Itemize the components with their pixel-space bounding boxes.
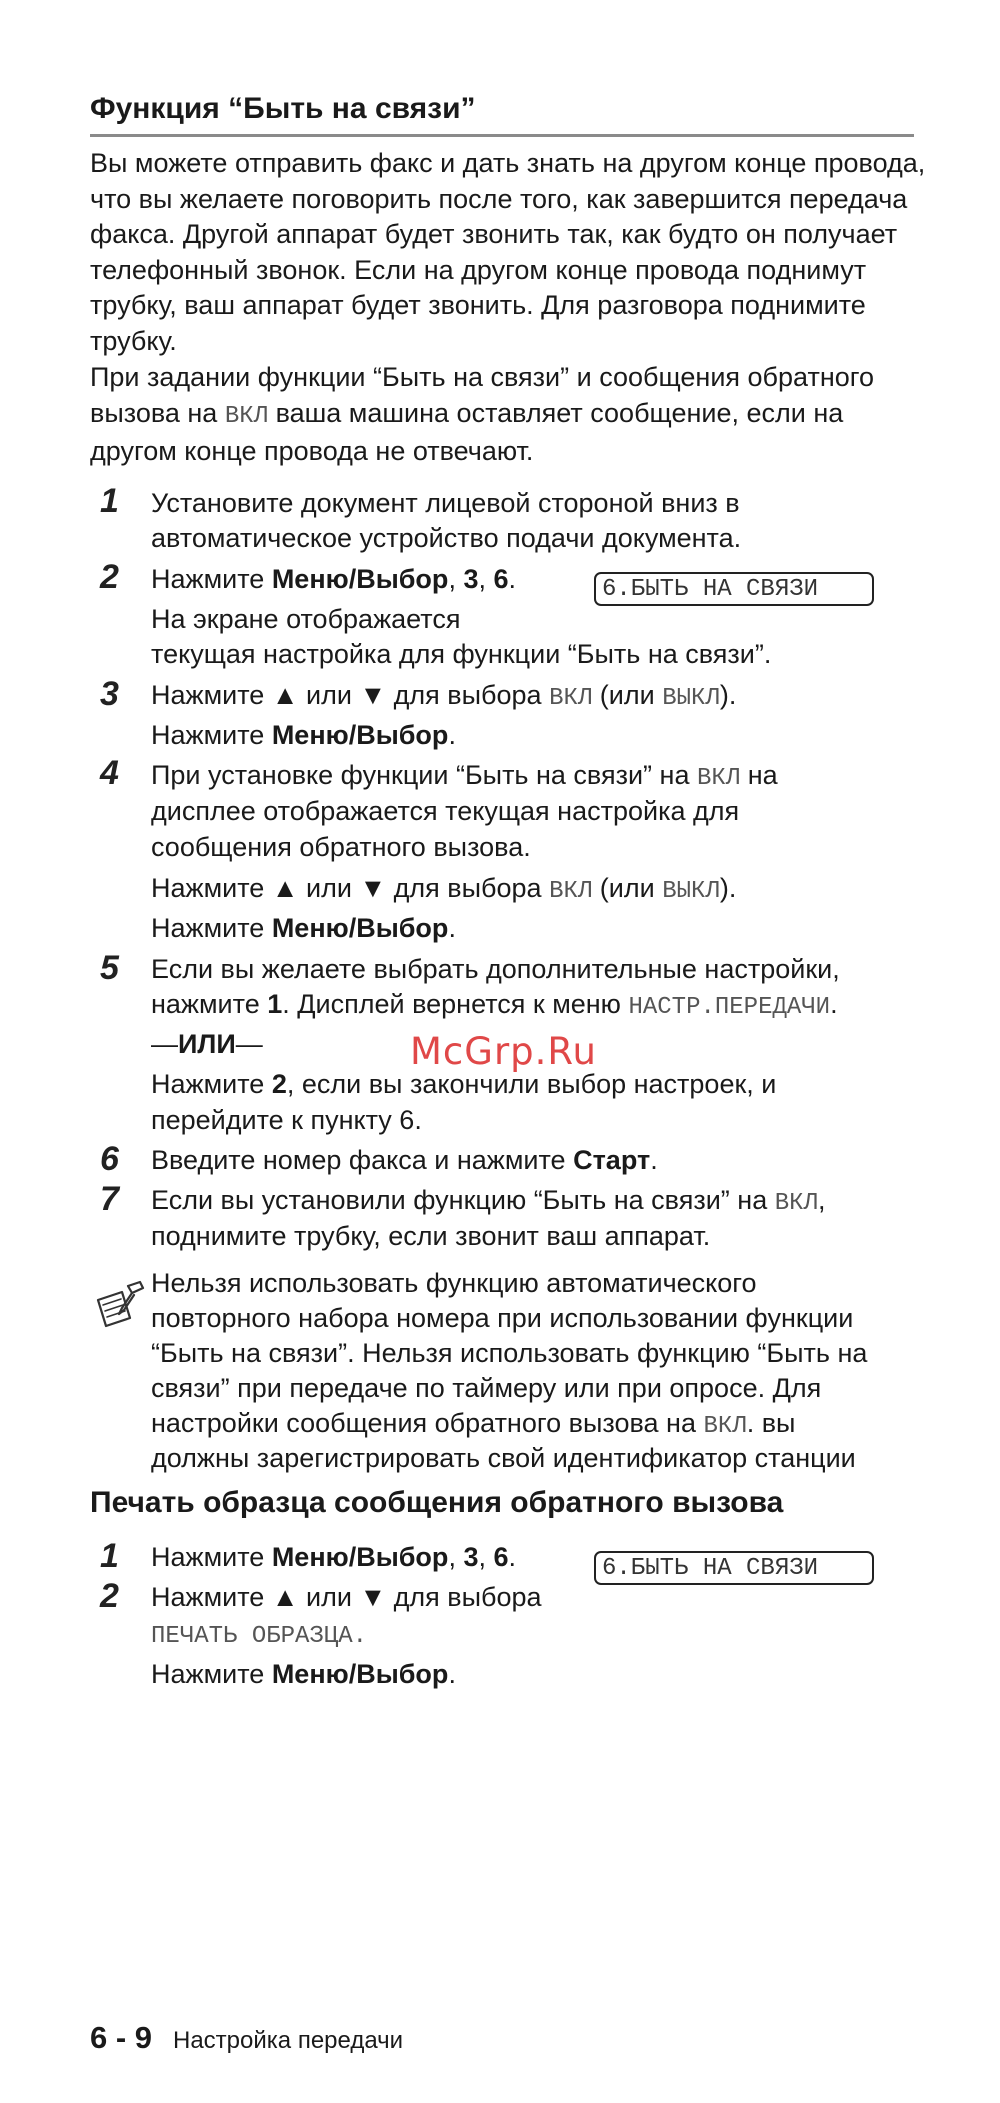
note-text: связи” при передаче по таймеру или при опросе. Для — [151, 1373, 822, 1403]
watermark: McGrp.Ru — [410, 1030, 597, 1073]
title-rule — [90, 134, 914, 137]
step-number: 7 — [100, 1180, 119, 1218]
pencil-note-icon — [92, 1278, 148, 1334]
step-number: 1 — [100, 482, 119, 520]
section-title: Печать образца сообщения обратного вызова — [90, 1486, 784, 1519]
note-text: повторного набора номера при использовании функции — [151, 1303, 854, 1333]
step-text: ПЕЧАТЬ ОБРАЗЦА. — [151, 1623, 368, 1650]
step-text: Установите документ лицевой стороной вниз в — [151, 488, 740, 518]
step-text: текущая настройка для функции “Быть на связи”. — [151, 639, 772, 669]
step-number: 2 — [100, 558, 119, 596]
step-number: 2 — [100, 1577, 119, 1615]
note-text: Нельзя использовать функцию автоматического — [151, 1268, 757, 1298]
step-number: 3 — [100, 675, 119, 713]
step-text: Если вы желаете выбрать дополнительные настройки, — [151, 954, 840, 984]
step-text: Если вы установили функцию “Быть на связи” на ВКЛ, — [151, 1185, 826, 1217]
lcd-display: 6.БЫТЬ НА СВЯЗИ — [594, 572, 874, 606]
step-text: перейдите к пункту 6. — [151, 1105, 422, 1135]
step-text: Нажмите Меню/Выбор. — [151, 1659, 456, 1689]
step-text: Нажмите ▲ или ▼ для выбора ВКЛ (или ВЫКЛ). — [151, 680, 737, 712]
step-number: 5 — [100, 949, 119, 987]
note-text: “Быть на связи”. Нельзя использовать функцию “Быть на — [151, 1338, 868, 1368]
step-text: Нажмите ▲ или ▼ для выбора ВКЛ (или ВЫКЛ). — [151, 873, 737, 905]
step-text: На экране отображается — [151, 604, 461, 634]
setting-on: ВКЛ — [224, 402, 269, 430]
section-title: Функция “Быть на связи” — [90, 92, 476, 125]
step-text: сообщения обратного вызова. — [151, 832, 531, 862]
note-text: настройки сообщения обратного вызова на ВКЛ. вы — [151, 1408, 796, 1440]
step-text: Нажмите ▲ или ▼ для выбора — [151, 1582, 542, 1612]
page-number: 6 - 9 — [90, 2020, 153, 2055]
step-text: Нажмите Меню/Выбор, 3, 6. — [151, 1542, 517, 1572]
step-text: автоматическое устройство подачи документа. — [151, 523, 742, 553]
note-text: должны зарегистрировать свой идентификатор станции — [151, 1443, 856, 1473]
step-text: Нажмите 2, если вы закончили выбор настроек, и — [151, 1069, 777, 1099]
step-number: 1 — [100, 1537, 119, 1575]
step-text: Нажмите Меню/Выбор. — [151, 913, 456, 943]
lcd-display: 6.БЫТЬ НА СВЯЗИ — [594, 1551, 874, 1585]
step-number: 4 — [100, 754, 119, 792]
footer-section: Настройка передачи — [173, 2027, 404, 2054]
step-text: дисплее отображается текущая настройка для — [151, 796, 740, 826]
intro-paragraph: Вы можете отправить факс и дать знать на другом конце провода, что вы желаете поговорить после того, как завершится передача факса. Другой аппарат будет звонить так, как будто он получает телефонный звонок. Если на другом конце провода поднимут трубку, ваш аппарат будет звонить. Для разговора поднимите трубку. — [90, 148, 926, 356]
step-text: При установке функции “Быть на связи” на ВКЛ на — [151, 760, 778, 792]
step-text: поднимите трубку, если звонит ваш аппарат. — [151, 1221, 711, 1251]
step-number: 6 — [100, 1140, 119, 1178]
step-text: Нажмите Меню/Выбор, 3, 6. — [151, 564, 517, 594]
step-text: Введите номер факса и нажмите Старт. — [151, 1145, 658, 1175]
step-text: нажмите 1. Дисплей вернется к меню НАСТР.ПЕРЕДАЧИ. — [151, 989, 838, 1021]
or-separator: —ИЛИ— — [151, 1029, 263, 1059]
step-text: Нажмите Меню/Выбор. — [151, 720, 456, 750]
intro-paragraph-2: При задании функции “Быть на связи” и сообщения обратного вызова на ВКЛ ваша машина оставляет сообщение, если на другом конце провода не отвечают. — [90, 362, 875, 466]
